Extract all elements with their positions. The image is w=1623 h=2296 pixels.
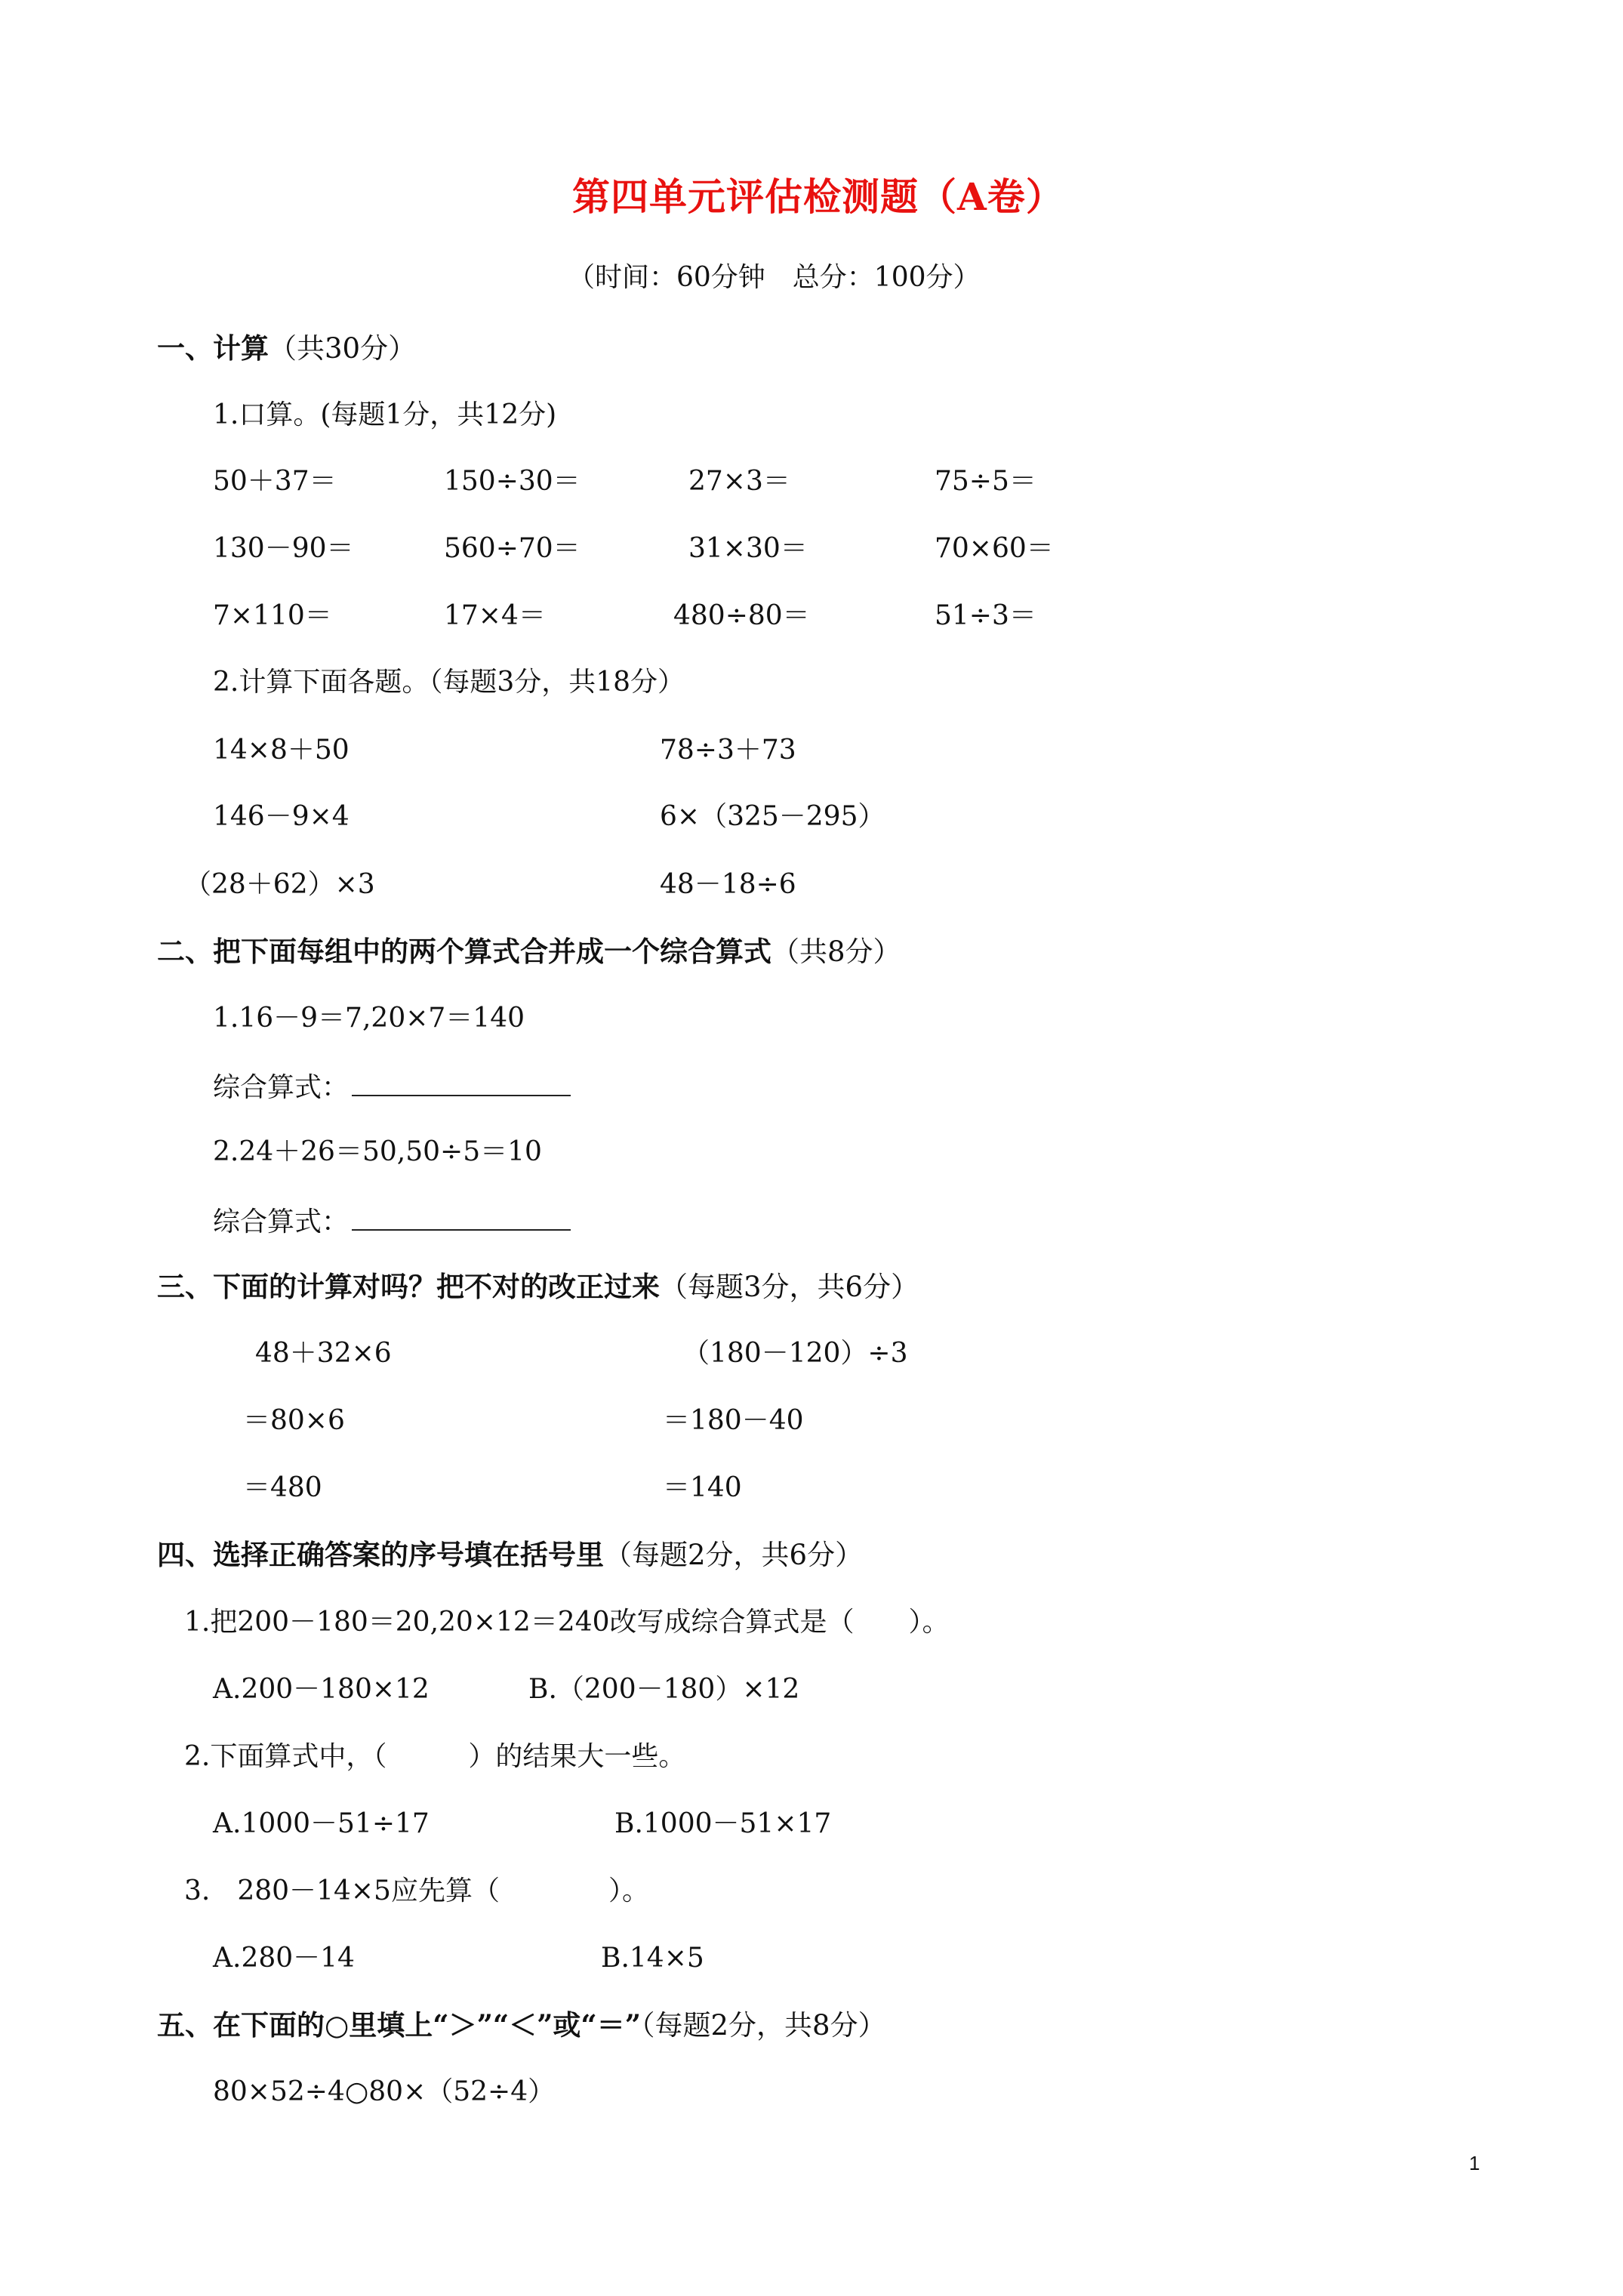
answer-label: 综合算式： xyxy=(213,1207,350,1237)
section-4-title: 四、选择正确答案的序号填在括号里 xyxy=(157,1538,604,1571)
calc-item: 78÷3＋73 xyxy=(660,735,796,766)
section-4-heading xyxy=(157,1538,864,1571)
oral-item: 17×4＝ xyxy=(444,600,546,631)
calc-heading: 2.计算下面各题。（每题3分，共18分） xyxy=(213,667,685,698)
oral-item: 75÷5＝ xyxy=(935,466,1036,497)
section-3-title: 三、下面的计算对吗？把不对的改正过来 xyxy=(157,1270,660,1303)
calc-item: （28＋62）×3 xyxy=(184,869,375,900)
oral-item: 27×3＝ xyxy=(688,466,790,497)
calc-item: 146－9×4 xyxy=(213,801,350,832)
section-1-heading xyxy=(157,331,417,365)
section-2-heading xyxy=(157,935,901,968)
oral-calc-heading: 1.口算。(每题1分，共12分) xyxy=(213,399,557,430)
answer-blank-1[interactable] xyxy=(352,1072,571,1096)
oral-item: 560÷70＝ xyxy=(444,533,581,564)
check-left-line-1: 48＋32×6 xyxy=(255,1338,392,1369)
check-right-line-2: ＝180－40 xyxy=(663,1405,804,1436)
calc-item: 6×（325－295） xyxy=(660,801,885,832)
merge-answer-2 xyxy=(213,1207,571,1236)
check-right-line-3: ＝140 xyxy=(663,1472,742,1503)
section-1-title: 一、计算 xyxy=(157,331,269,365)
check-left-line-3: ＝480 xyxy=(243,1472,322,1503)
section-5-title: 五、在下面的○里填上“＞”“＜”或“＝” xyxy=(157,2008,641,2042)
oral-item: 150÷30＝ xyxy=(444,466,581,497)
oral-item: 480÷80＝ xyxy=(673,600,810,631)
choice-3-option-b: B.14×5 xyxy=(601,1943,704,1974)
choice-question-1: 1.把200－180＝20,20×12＝240改写成综合算式是（ ）。 xyxy=(184,1607,950,1638)
section-4-score: （每题2分，共6分） xyxy=(604,1539,864,1571)
merge-question-2: 2.24＋26＝50,50÷5＝10 xyxy=(213,1136,542,1167)
choice-1-option-b: B.（200－180）×12 xyxy=(528,1674,800,1705)
oral-item: 7×110＝ xyxy=(213,600,332,631)
check-right-line-1: （180－120）÷3 xyxy=(682,1338,908,1369)
section-3-score: （每题3分，共6分） xyxy=(660,1271,919,1303)
section-2-title: 二、把下面每组中的两个算式合并成一个综合算式 xyxy=(157,935,771,968)
choice-question-2: 2.下面算式中，（ ）的结果大一些。 xyxy=(184,1741,686,1772)
section-1-score: （共30分） xyxy=(269,332,417,365)
compare-question-1: 80×52÷4○80×（52÷4） xyxy=(213,2076,556,2107)
oral-item: 130－90＝ xyxy=(213,533,354,564)
merge-answer-1 xyxy=(213,1072,571,1102)
check-left-line-2: ＝80×6 xyxy=(243,1405,345,1436)
section-3-heading xyxy=(157,1270,919,1303)
choice-1-option-a: A.200－180×12 xyxy=(213,1674,430,1705)
calc-item: 48－18÷6 xyxy=(660,869,796,900)
section-2-score: （共8分） xyxy=(771,935,901,968)
exam-info: （时间：60分钟 总分：100分） xyxy=(568,262,981,293)
oral-item: 70×60＝ xyxy=(935,533,1054,564)
oral-item: 50＋37＝ xyxy=(213,466,337,497)
page-number: 1 xyxy=(1469,2152,1480,2174)
oral-item: 31×30＝ xyxy=(688,533,808,564)
answer-label: 综合算式： xyxy=(213,1072,350,1103)
section-5-heading xyxy=(157,2008,886,2042)
section-5-score: （每题2分，共8分） xyxy=(640,2009,886,2042)
merge-question-1: 1.16－9＝7,20×7＝140 xyxy=(213,1003,525,1034)
page-title: 第四单元评估检测题（A卷） xyxy=(572,174,1064,219)
answer-blank-2[interactable] xyxy=(352,1207,571,1231)
choice-2-option-a: A.1000－51÷17 xyxy=(213,1808,430,1839)
choice-3-option-a: A.280－14 xyxy=(213,1943,355,1974)
choice-2-option-b: B.1000－51×17 xyxy=(614,1808,832,1839)
choice-question-3: 3. 280－14×5应先算（ ）。 xyxy=(184,1875,649,1906)
calc-item: 14×8＋50 xyxy=(213,735,350,766)
oral-item: 51÷3＝ xyxy=(935,600,1036,631)
